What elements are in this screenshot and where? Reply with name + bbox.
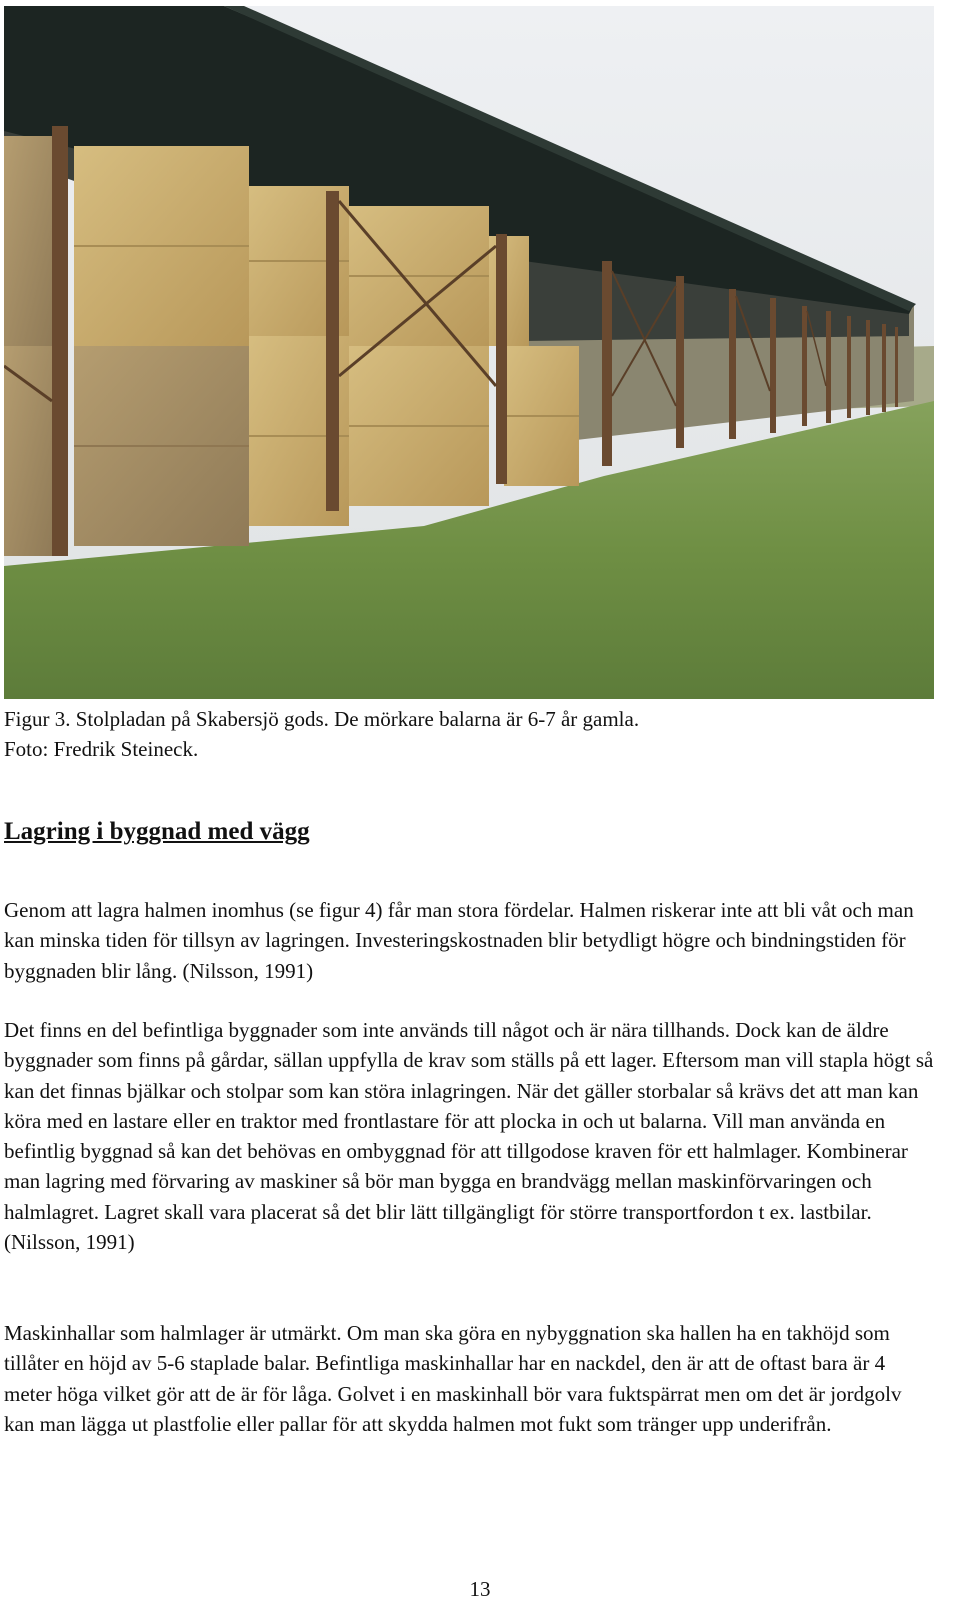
post (52, 126, 68, 556)
post (866, 320, 870, 415)
post (676, 276, 684, 448)
figure-caption (4, 704, 639, 764)
paragraph: Genom att lagra halmen inomhus (se figur 4) får man stora fördelar. Halmen riskerar inte att bli våt och man kan minska tiden för tillsyn av lagringen. Investeringskostnaden blir betydligt högre och bindningstiden för byggnaden blir lång. (Nilsson, 1991) (4, 898, 914, 983)
post (882, 324, 886, 412)
caption-line: Figur 3. Stolpladan på Skabersjö gods. De mörkare balarna är 6-7 år gamla. (4, 707, 640, 731)
post (496, 234, 507, 484)
post (802, 306, 807, 426)
pole-barn-illustration (4, 6, 934, 699)
bale-old (4, 346, 54, 556)
section-heading: Lagring i byggnad med vägg (4, 818, 310, 845)
hay-barn-photo (4, 6, 934, 699)
bale (489, 236, 529, 346)
paragraph: Maskinhallar som halmlager är utmärkt. Om man ska göra en nybyggnation ska hallen ha en takhöjd som tillåter en höjd av 5-6 staplade balar. Befintliga maskinhallar har en nackdel, den är att de oftast bara är 4 meter höga vilket gör att de är för låga. Golvet i en maskinhall bör vara fuktspärrat men om det är jordgolv kan man lägga ut plastfolie eller pallar för att skydda halmen mot fukt som tränger upp underifrån. (4, 1321, 902, 1436)
caption-credit: Foto: Fredrik Steineck. (4, 737, 199, 761)
post (729, 289, 736, 439)
page-number: 13 (469, 1577, 491, 1601)
post (826, 311, 831, 423)
paragraph: Det finns en del befintliga byggnader som inte används till något och är nära tillhands. Dock kan de äldre byggnader som finns på gårdar, sällan uppfylla de krav som ställs på ett lager. Eftersom man vill stapla högt så kan det finnas bjälkar och stolpar som kan störa inlagringen. När det gäller storbalar så krävs det att man kan köra med en lastare eller en traktor med frontlastare för att plocka in och ut balarna. Vill man använda en befintlig byggnad så kan det behövas en ombyggnad för att tillgodose kraven för ett halmlager. Kombinerar man lagring med förvaring av maskiner så bör man bygga en brandvägg mellan maskinförvaringen och halmlagret. Lagret skall vara placerat så det blir lätt tillgängligt för större transportfordon t ex. lastbilar. (Nilsson, 1991) (4, 1018, 934, 1255)
post (326, 191, 339, 511)
post (847, 316, 851, 418)
post (602, 261, 612, 466)
post (770, 298, 776, 433)
post (895, 327, 898, 407)
bale-old (4, 136, 54, 346)
